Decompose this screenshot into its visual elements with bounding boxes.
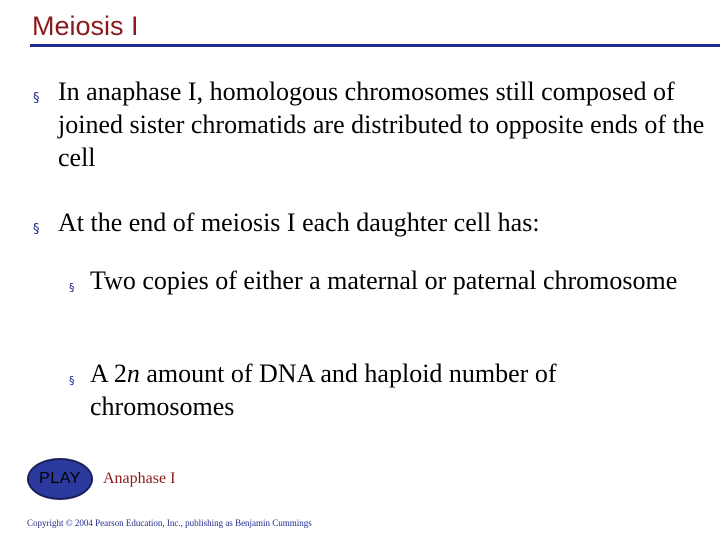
subbullet-marker: § bbox=[69, 374, 75, 387]
play-button-label: PLAY bbox=[39, 470, 81, 487]
title-rule bbox=[30, 44, 720, 47]
subbullet-dna-amount bbox=[69, 357, 690, 423]
subbullet-text: Two copies of either a maternal or paternal chromosome bbox=[90, 266, 678, 295]
subbullet-text-pre: A 2 bbox=[90, 359, 127, 388]
subbullet-text-post: amount of DNA and haploid number of chromosomes bbox=[90, 359, 557, 421]
bullet-anaphase bbox=[33, 75, 708, 174]
bullet-marker: § bbox=[33, 91, 40, 106]
bullet-text: In anaphase I, homologous chromosomes still composed of joined sister chromatids are distributed to opposite ends of the cell bbox=[58, 77, 705, 172]
play-button[interactable] bbox=[27, 458, 93, 500]
bullet-text: At the end of meiosis I each daughter cell has: bbox=[58, 208, 540, 237]
copyright-notice: Copyright © 2004 Pearson Education, Inc., publishing as Benjamin Cummings bbox=[27, 518, 312, 528]
bullet-marker: § bbox=[33, 222, 40, 237]
subbullet-text bbox=[90, 357, 690, 423]
subbullet-text-italic: n bbox=[126, 359, 140, 388]
subbullet-marker: § bbox=[69, 281, 75, 294]
bullet-daughter-cell bbox=[33, 206, 708, 239]
subbullet-copies bbox=[69, 264, 690, 297]
slide-title: Meiosis I bbox=[32, 11, 139, 41]
animation-link[interactable]: Anaphase I bbox=[103, 470, 176, 487]
